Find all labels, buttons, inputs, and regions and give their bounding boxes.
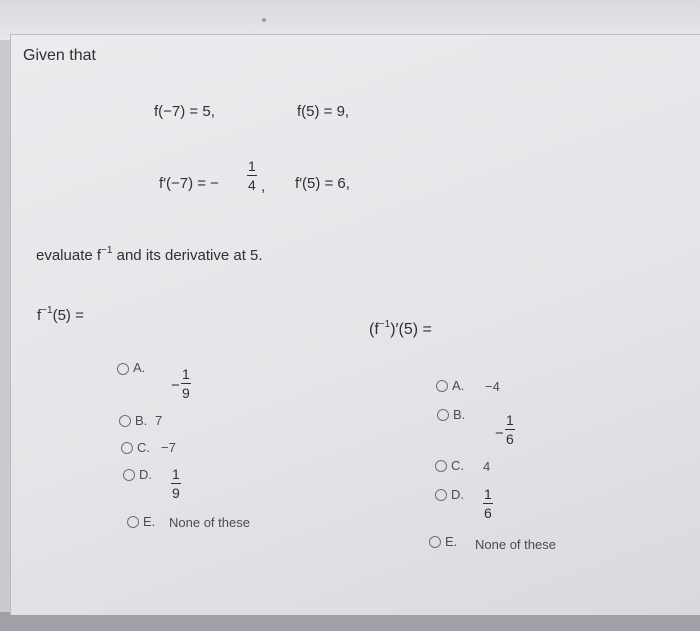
fraction-bar [247, 175, 257, 176]
option-fraction: 1 6 [484, 486, 492, 521]
radio-button[interactable] [437, 409, 449, 421]
question-panel [10, 34, 700, 615]
radio-button[interactable] [429, 536, 441, 548]
option-sign: − [495, 425, 504, 442]
option-letter: E. [143, 514, 156, 529]
option-letter: B. [453, 407, 466, 422]
option-value: −7 [161, 440, 176, 455]
option-value: −4 [485, 379, 500, 394]
option-letter: A. [133, 360, 146, 375]
radio-button[interactable] [436, 380, 448, 392]
fraction-denominator: 4 [248, 177, 256, 193]
option-value: 7 [155, 413, 163, 428]
option-sign: − [171, 377, 180, 394]
option-value: None of these [169, 515, 250, 530]
equation-f-neg7: f(−7) = 5, [154, 103, 215, 120]
option-letter: C. [451, 458, 464, 473]
inverse-superscript: −1 [101, 245, 113, 256]
radio-button[interactable] [123, 469, 135, 481]
left-prompt: $f^{-1}(5)$ = [37, 305, 84, 324]
option-fraction: 1 9 [182, 366, 190, 401]
top-marker [262, 18, 266, 22]
option-letter: D. [139, 467, 152, 482]
radio-button[interactable] [119, 415, 131, 427]
option-value: 4 [483, 459, 491, 474]
radio-button[interactable] [121, 442, 133, 454]
option-fraction: 1 9 [172, 466, 180, 501]
option-value: None of these [475, 537, 556, 552]
equation-comma: , [261, 178, 266, 195]
option-fraction: 1 6 [506, 412, 514, 447]
radio-button[interactable] [435, 489, 447, 501]
equation-f-5: f(5) = 9, [297, 103, 350, 120]
given-label: Given that [23, 47, 96, 64]
radio-button[interactable] [435, 460, 447, 472]
option-letter: E. [445, 534, 458, 549]
option-letter: C. [137, 440, 150, 455]
option-letter: B. [135, 413, 148, 428]
fraction-one-fourth [247, 159, 257, 192]
evaluate-instruction: evaluate $f^{-1}$ and its derivative at 5. [36, 245, 263, 264]
fraction-numerator: 1 [248, 158, 256, 174]
option-letter: D. [451, 487, 464, 502]
equation-fprime-neg7: f′(−7) = − [159, 175, 219, 192]
equation-fprime-5: f′(5) = 6, [295, 175, 350, 192]
radio-button[interactable] [117, 363, 129, 375]
option-letter: A. [452, 378, 465, 393]
right-prompt: $(f^{-1})'(5)$ = [369, 319, 432, 338]
radio-button[interactable] [127, 516, 139, 528]
